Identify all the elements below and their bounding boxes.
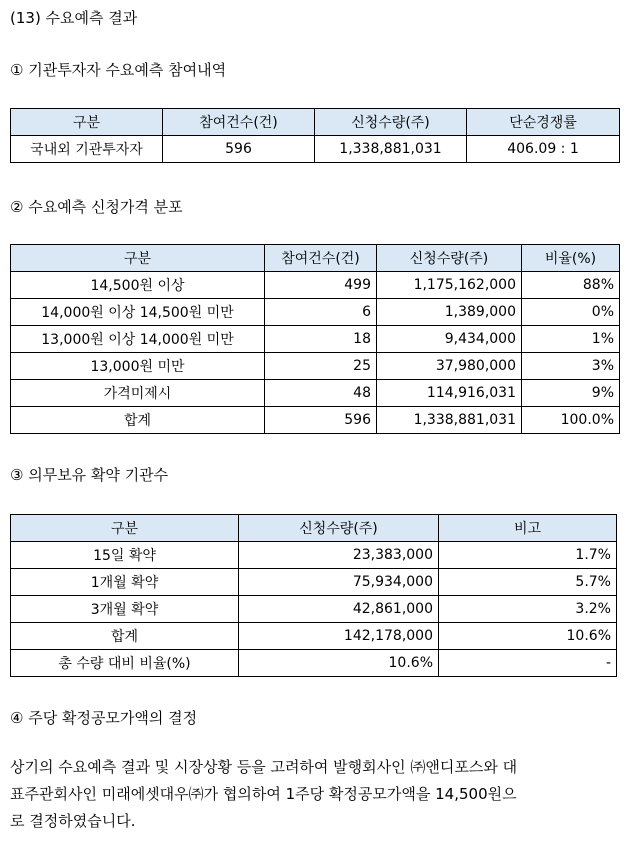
cell-ratio: 100.0% [522, 407, 620, 434]
cell-ratio: 88% [522, 272, 620, 299]
header-category: 구분 [11, 109, 163, 136]
demand-participation-title: ① 기관투자자 수요예측 참여내역 [10, 61, 227, 79]
cell-count: 48 [265, 380, 377, 407]
cell-quantity: 1,389,000 [377, 299, 522, 326]
table-header-row [11, 515, 617, 542]
paragraph-line: 상기의 수요예측 결과 및 시장상황 등을 고려하여 발행회사인 ㈜앤디포스와 대 [10, 758, 518, 776]
cell-count: 6 [265, 299, 377, 326]
lockup-commitment-title: ③ 의무보유 확약 기관수 [10, 466, 169, 484]
header-participation-count: 참여건수(건) [163, 109, 315, 136]
cell-ratio: 1% [522, 326, 620, 353]
cell-ratio: 9% [522, 380, 620, 407]
cell-count: 18 [265, 326, 377, 353]
cell-quantity: 9,434,000 [377, 326, 522, 353]
lockup-table [10, 514, 617, 677]
cell-count: 596 [265, 407, 377, 434]
table-total-row [11, 623, 617, 650]
table-header-row [11, 109, 620, 136]
table-row [11, 569, 617, 596]
cell-quantity: 23,383,000 [239, 542, 439, 569]
cell-category: 15일 확약 [11, 542, 239, 569]
cell-category: 13,000원 미만 [11, 353, 265, 380]
table-row [11, 272, 620, 299]
header-category: 구분 [11, 245, 265, 272]
cell-ratio: 0% [522, 299, 620, 326]
price-distribution-title: ② 수요예측 신청가격 분포 [10, 198, 183, 216]
cell-quantity: 42,861,000 [239, 596, 439, 623]
table-row [11, 326, 620, 353]
header-participation-count: 참여건수(건) [265, 245, 377, 272]
cell-ratio: 3% [522, 353, 620, 380]
cell-category: 총 수량 대비 비율(%) [11, 650, 239, 677]
cell-quantity: 75,934,000 [239, 569, 439, 596]
section-13-title: (13) 수요예측 결과 [10, 9, 138, 27]
table-row [11, 542, 617, 569]
cell-category: 합계 [11, 623, 239, 650]
cell-count: 25 [265, 353, 377, 380]
cell-remarks: 3.2% [439, 596, 617, 623]
cell-remarks: - [439, 650, 617, 677]
header-remarks: 비고 [439, 515, 617, 542]
cell-category: 14,000원 이상 14,500원 미만 [11, 299, 265, 326]
header-subscription-quantity: 신청수량(주) [315, 109, 467, 136]
cell-quantity: 37,980,000 [377, 353, 522, 380]
cell-count: 499 [265, 272, 377, 299]
header-subscription-quantity: 신청수량(주) [239, 515, 439, 542]
cell-category: 1개월 확약 [11, 569, 239, 596]
cell-quantity: 1,338,881,031 [377, 407, 522, 434]
cell-category: 합계 [11, 407, 265, 434]
cell-category: 13,000원 이상 14,000원 미만 [11, 326, 265, 353]
paragraph-line: 표주관회사인 미래에셋대우㈜가 협의하여 1주당 확정공모가액을 14,500원으 [10, 785, 517, 803]
cell-category: 3개월 확약 [11, 596, 239, 623]
cell-ratio: 406.09 : 1 [467, 136, 620, 163]
header-subscription-quantity: 신청수량(주) [377, 245, 522, 272]
table-row [11, 380, 620, 407]
table-row [11, 299, 620, 326]
cell-category: 가격미제시 [11, 380, 265, 407]
cell-quantity: 142,178,000 [239, 623, 439, 650]
cell-remarks: 5.7% [439, 569, 617, 596]
cell-count: 596 [163, 136, 315, 163]
cell-quantity: 1,338,881,031 [315, 136, 467, 163]
offering-price-title: ④ 주당 확정공모가액의 결정 [10, 709, 198, 727]
table-row [11, 650, 617, 677]
cell-remarks: 10.6% [439, 623, 617, 650]
participation-table [10, 108, 620, 163]
header-competition-ratio: 단순경쟁률 [467, 109, 620, 136]
cell-quantity: 1,175,162,000 [377, 272, 522, 299]
header-category: 구분 [11, 515, 239, 542]
header-ratio: 비율(%) [522, 245, 620, 272]
table-row [11, 136, 620, 163]
cell-quantity: 114,916,031 [377, 380, 522, 407]
paragraph-line: 로 결정하였습니다. [10, 812, 136, 830]
table-row [11, 596, 617, 623]
cell-category: 14,500원 이상 [11, 272, 265, 299]
price-distribution-table [10, 244, 620, 434]
offering-price-paragraph [10, 754, 620, 835]
cell-quantity: 10.6% [239, 650, 439, 677]
table-row [11, 353, 620, 380]
cell-category: 국내외 기관투자자 [11, 136, 163, 163]
table-header-row [11, 245, 620, 272]
cell-remarks: 1.7% [439, 542, 617, 569]
table-total-row [11, 407, 620, 434]
